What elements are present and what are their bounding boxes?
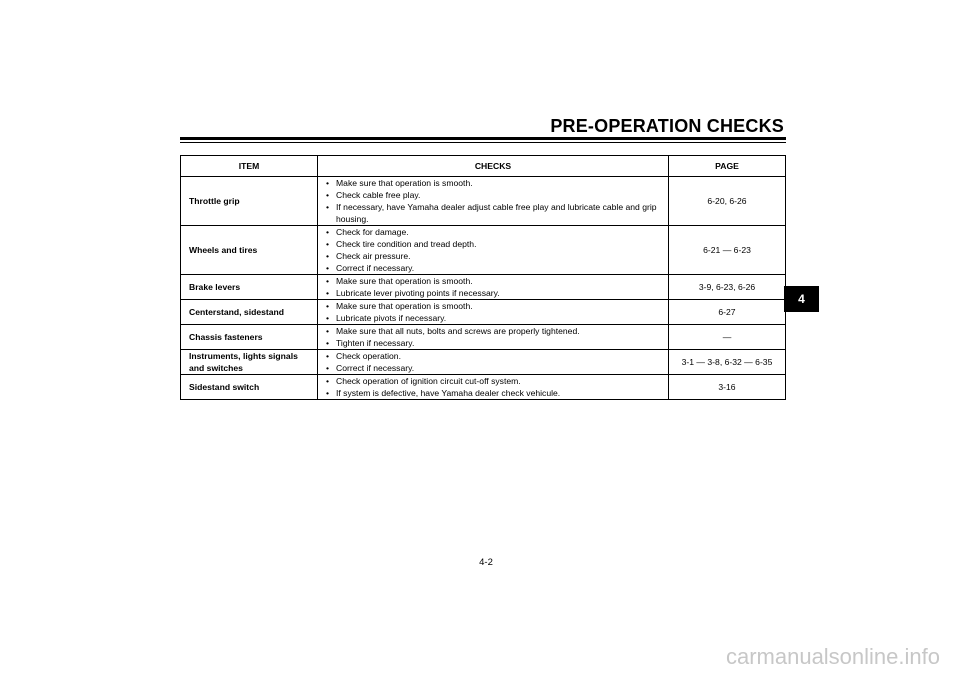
check-item: • Check operation of ignition circuit cut-off system. — [326, 375, 660, 387]
item-cell: Instruments, lights signals and switches — [181, 350, 318, 375]
item-cell: Chassis fasteners — [181, 325, 318, 350]
check-item: • Check operation. — [326, 350, 660, 362]
check-item: • Make sure that operation is smooth. — [326, 177, 660, 189]
column-header-item: ITEM — [181, 156, 318, 177]
table-row — [181, 375, 786, 400]
item-cell: Sidestand switch — [181, 375, 318, 400]
check-item: • Check cable free play. — [326, 189, 660, 201]
check-list — [326, 275, 660, 299]
check-list — [326, 325, 660, 349]
check-item: • Lubricate lever pivoting points if necessary. — [326, 287, 660, 299]
page-title: PRE-OPERATION CHECKS — [550, 116, 784, 136]
table-row — [181, 226, 786, 275]
table-header-row — [181, 156, 786, 177]
check-item: • Check tire condition and tread depth. — [326, 238, 660, 250]
item-cell: Centerstand, sidestand — [181, 300, 318, 325]
checks-cell — [318, 325, 669, 350]
table-row — [181, 177, 786, 226]
item-cell: Wheels and tires — [181, 226, 318, 275]
check-item: • Correct if necessary. — [326, 362, 660, 374]
page-cell: 3-1 — 3-8, 6-32 — 6-35 — [669, 350, 786, 375]
checks-cell — [318, 300, 669, 325]
title-rule-thin — [180, 142, 786, 143]
check-list — [326, 300, 660, 324]
check-item: • Check for damage. — [326, 226, 660, 238]
section-tab: 4 — [784, 286, 819, 312]
item-cell: Brake levers — [181, 275, 318, 300]
pre-operation-checks-table — [180, 155, 786, 400]
item-cell: Throttle grip — [181, 177, 318, 226]
checks-cell — [318, 177, 669, 226]
check-item: • Make sure that all nuts, bolts and screws are properly tightened. — [326, 325, 660, 337]
check-list — [326, 375, 660, 399]
page-cell: 3-9, 6-23, 6-26 — [669, 275, 786, 300]
column-header-page: PAGE — [669, 156, 786, 177]
table-row — [181, 275, 786, 300]
table-row — [181, 325, 786, 350]
page-cell: — — [669, 325, 786, 350]
table-body — [181, 177, 786, 400]
column-header-checks: CHECKS — [318, 156, 669, 177]
table-row — [181, 300, 786, 325]
check-item: • Lubricate pivots if necessary. — [326, 312, 660, 324]
check-item: • If necessary, have Yamaha dealer adjust cable free play and lubricate cable and grip housing. — [326, 201, 660, 225]
check-list — [326, 350, 660, 374]
check-list — [326, 226, 660, 274]
checks-cell — [318, 375, 669, 400]
check-item: • Tighten if necessary. — [326, 337, 660, 349]
page-cell: 3-16 — [669, 375, 786, 400]
checks-cell — [318, 350, 669, 375]
check-item: • Check air pressure. — [326, 250, 660, 262]
page-number: 4-2 — [479, 557, 493, 568]
checks-cell — [318, 226, 669, 275]
check-item: • Correct if necessary. — [326, 262, 660, 274]
check-item: • Make sure that operation is smooth. — [326, 275, 660, 287]
check-item: • Make sure that operation is smooth. — [326, 300, 660, 312]
checks-cell — [318, 275, 669, 300]
watermark: carmanualsonline.info — [725, 644, 940, 669]
title-rule — [180, 137, 786, 140]
page-cell: 6-20, 6-26 — [669, 177, 786, 226]
check-item: • If system is defective, have Yamaha dealer check vehicule. — [326, 387, 660, 399]
page-cell: 6-21 — 6-23 — [669, 226, 786, 275]
table-row — [181, 350, 786, 375]
check-list — [326, 177, 660, 225]
page-cell: 6-27 — [669, 300, 786, 325]
